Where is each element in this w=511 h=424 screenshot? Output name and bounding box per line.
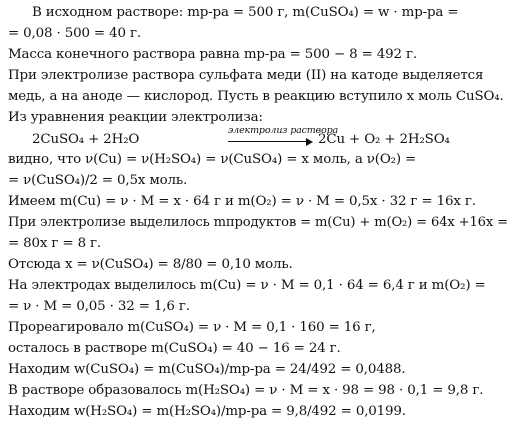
text-line-14: = ν · M = 0,05 · 32 = 1,6 г. — [8, 299, 190, 314]
text-line-4: При электролизе раствора сульфата меди (II) на катоде выделяется — [8, 68, 484, 83]
text-line-12: Отсюда x = ν(CuSO₄) = 8/80 = 0,10 моль. — [8, 257, 293, 272]
text-line-15: Прореагировало m(CuSO₄) = ν · M = 0,1 · 160 = 16 г, — [8, 320, 376, 335]
text-line-9: Имеем m(Cu) = ν · M = x · 64 г и m(O₂) = ν · M = 0,5x · 32 г = 16x г. — [8, 194, 476, 209]
text-line-2: = 0,08 · 500 = 40 г. — [8, 26, 141, 41]
text-line-17: Находим w(CuSO₄) = m(CuSO₄)/mр-ра = 24/492 = 0,0488. — [8, 362, 406, 377]
text-line-8: = ν(CuSO₄)/2 = 0,5x моль. — [8, 173, 188, 188]
text-line-11: = 80x г = 8 г. — [8, 236, 102, 251]
arrow-right-icon — [306, 138, 313, 146]
text-line-18: В растворе образовалось m(H₂SO₄) = ν · M = x · 98 = 98 · 0,1 = 9,8 г. — [8, 383, 484, 398]
reaction-condition: электролиз раствора — [228, 125, 339, 136]
text-line-19: Находим w(H₂SO₄) = m(H₂SO₄)/mр-ра = 9,8/492 = 0,0199. — [8, 404, 406, 419]
text-line-6: Из уравнения реакции электролиза: — [8, 110, 263, 125]
reaction-equation — [8, 125, 508, 149]
arrow-shaft — [228, 141, 308, 142]
text-line-5: медь, а на аноде — кислород. Пусть в реакцию вступило x моль CuSO₄. — [8, 89, 504, 104]
text-line-13: На электродах выделилось m(Cu) = ν · M = 0,1 · 64 = 6,4 г и m(O₂) = — [8, 278, 486, 293]
solution-text — [8, 0, 508, 424]
text-line-3: Масса конечного раствора равна mр-ра = 500 − 8 = 492 г. — [8, 47, 417, 62]
text-line-7: видно, что ν(Cu) = ν(H₂SO₄) = ν(CuSO₄) = x моль, а ν(O₂) = — [8, 152, 417, 167]
text-line-10: При электролизе выделилось mпродуктов = m(Cu) + m(O₂) = 64x +16x = — [8, 215, 508, 230]
text-line-16: осталось в растворе m(CuSO₄) = 40 − 16 = 24 г. — [8, 341, 341, 356]
reaction-reactants: 2CuSO₄ + 2H₂O — [32, 132, 140, 147]
reaction-products: 2Cu + O₂ + 2H₂SO₄ — [318, 132, 450, 147]
text-line-1: В исходном растворе: mр-ра = 500 г, m(CuSO₄) = w · mр-ра = — [32, 5, 459, 20]
